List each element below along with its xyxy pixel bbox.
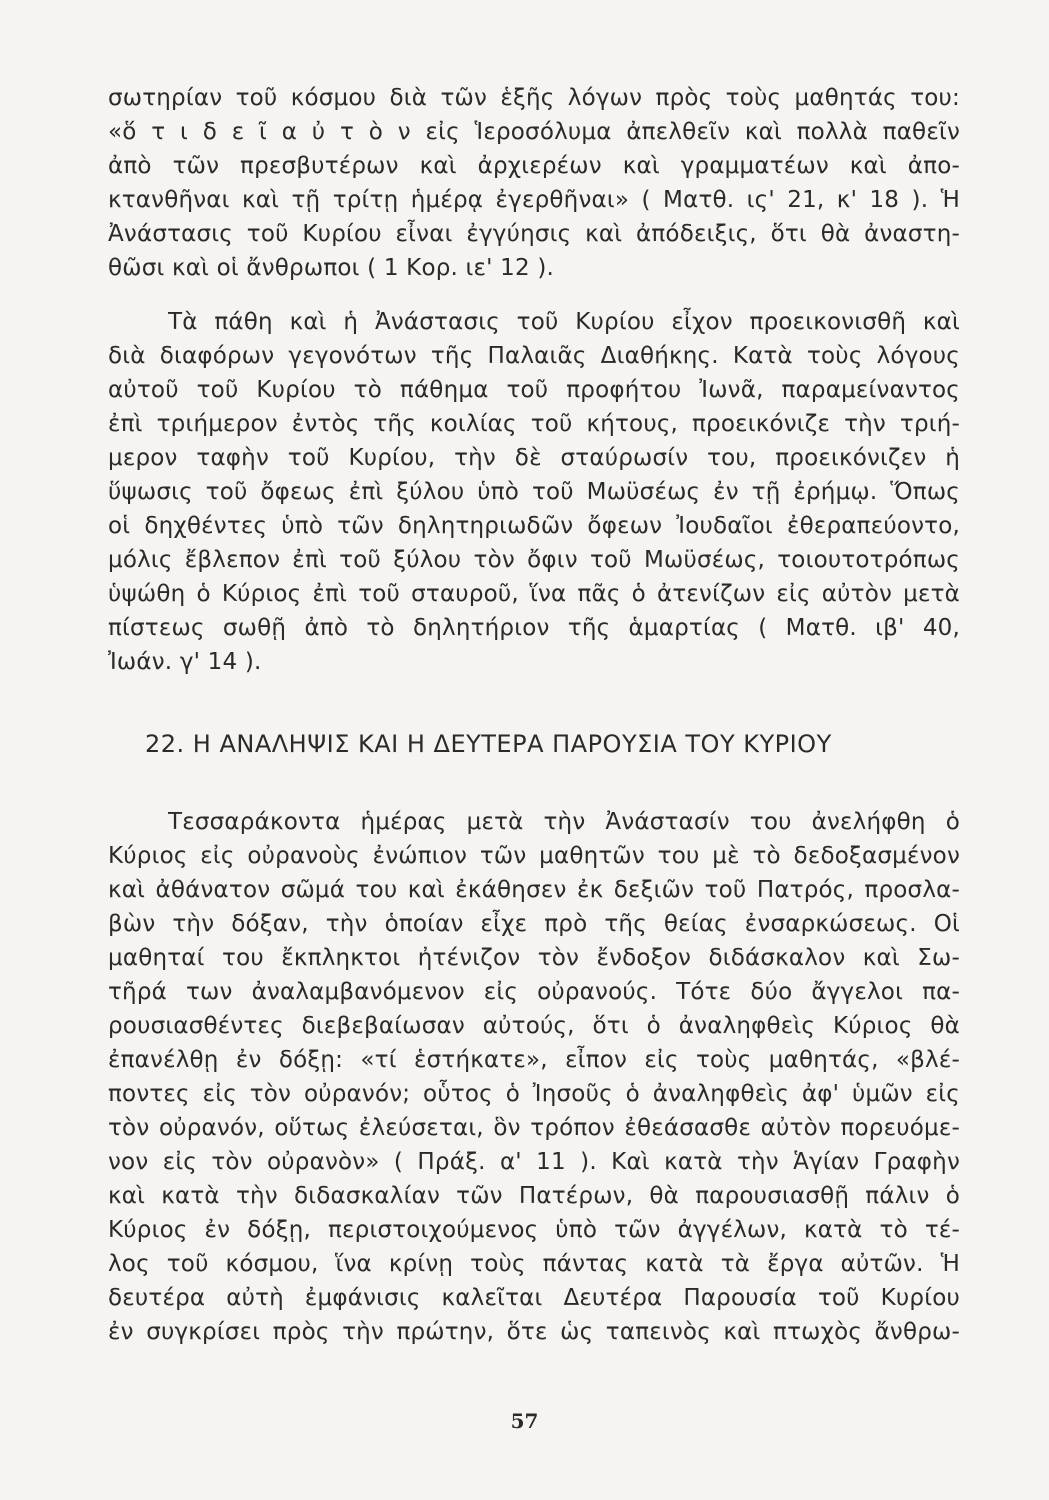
section-line-5: μαθηταί του ἔκπληκτοι ἠτένιζον τὸν ἔνδοξον διδάσκαλον καὶ Σω- bbox=[108, 945, 960, 971]
body-line-3: ἀπὸ τῶν πρεσβυτέρων καὶ ἀρχιερέων καὶ γραμματέων καὶ ἀπο- bbox=[108, 153, 960, 179]
page-number: 57 bbox=[510, 1409, 539, 1433]
section-line-10: τὸν οὐρανόν, οὕτως ἐλεύσεται, ὃν τρόπον ἐθεάσασθε αὐτὸν πορευόμε- bbox=[108, 1115, 960, 1141]
body-line-15: ὑψώθη ὁ Κύριος ἐπὶ τοῦ σταυροῦ, ἵνα πᾶς ὁ ἀτενίζων εἰς αὐτὸν μετὰ bbox=[108, 581, 960, 607]
body-line-1: σωτηρίαν τοῦ κόσμου διὰ τῶν ἑξῆς λόγων πρὸς τοὺς μαθητάς του: bbox=[108, 85, 960, 111]
body-line-13: οἱ δηχθέντες ὑπὸ τῶν δηλητηριωδῶν ὄφεων Ἰουδαῖοι ἐθεραπεύοντο, bbox=[108, 513, 960, 539]
section-line-11: νον εἰς τὸν οὐρανὸν» ( Πράξ. α' 11 ). Καὶ κατὰ τὴν Ἁγίαν Γραφὴν bbox=[108, 1149, 960, 1175]
body-line-14: μόλις ἔβλεπον ἐπὶ τοῦ ξύλου τὸν ὄφιν τοῦ Μωϋσέως, τοιουτοτρόπως bbox=[108, 547, 960, 573]
section-line-14: λος τοῦ κόσμου, ἵνα κρίνῃ τοὺς πάντας κατὰ τὰ ἔργα αὐτῶν. Ἡ bbox=[108, 1251, 960, 1277]
body-line-6: θῶσι καὶ οἱ ἄνθρωποι ( 1 Κορ. ιε' 12 ). bbox=[108, 255, 555, 281]
body-line-17: Ἰωάν. γ' 14 ). bbox=[108, 649, 262, 675]
section-line-16: ἐν συγκρίσει πρὸς τὴν πρώτην, ὅτε ὡς ταπεινὸς καὶ πτωχὸς ἄνθρω- bbox=[108, 1319, 960, 1345]
body-line-12: ὕψωσις τοῦ ὄφεως ἐπὶ ξύλου ὑπὸ τοῦ Μωϋσέως ἐν τῇ ἐρήμῳ. Ὅπως bbox=[108, 479, 960, 505]
section-line-7: ρουσιασθέντες διεβεβαίωσαν αὐτούς, ὅτι ὁ ἀναληφθεὶς Κύριος θὰ bbox=[108, 1013, 960, 1039]
body-line-11: μερον ταφὴν τοῦ Κυρίου, τὴν δὲ σταύρωσίν του, προεικόνιζεν ἡ bbox=[108, 445, 960, 471]
section-line-15: δευτέρα αὐτὴ ἐμφάνισις καλεῖται Δευτέρα Παρουσία τοῦ Κυρίου bbox=[108, 1285, 960, 1311]
section-line-2: Κύριος εἰς οὐρανοὺς ἐνώπιον τῶν μαθητῶν του μὲ τὸ δεδοξασμένον bbox=[108, 843, 960, 869]
section-line-9: ποντες εἰς τὸν οὐρανόν; οὗτος ὁ Ἰησοῦς ὁ ἀναληφθεὶς ἀφ' ὑμῶν εἰς bbox=[108, 1081, 960, 1107]
section-line-4: βὼν τὴν δόξαν, τὴν ὁποίαν εἶχε πρὸ τῆς θείας ἐνσαρκώσεως. Οἱ bbox=[108, 911, 960, 937]
section-line-3: καὶ ἀθάνατον σῶμά του καὶ ἐκάθησεν ἐκ δεξιῶν τοῦ Πατρός, προσλα- bbox=[108, 877, 960, 903]
body-line-4: κτανθῆναι καὶ τῇ τρίτῃ ἡμέρᾳ ἐγερθῆναι» ( Ματθ. ις' 21, κ' 18 ). Ἡ bbox=[108, 187, 960, 213]
section-line-8: ἐπανέλθῃ ἐν δόξῃ: «τί ἑστήκατε», εἶπον εἰς τοὺς μαθητάς, «βλέ- bbox=[108, 1047, 960, 1073]
body-line-16: πίστεως σωθῇ ἀπὸ τὸ δηλητήριον τῆς ἁμαρτίας ( Ματθ. ιβ' 40, bbox=[108, 615, 960, 641]
body-line-2: «ὅ τ ι δ ε ῖ α ὐ τ ὸ ν εἰς Ἱεροσόλυμα ἀπελθεῖν καὶ πολλὰ παθεῖν bbox=[108, 119, 960, 145]
section-line-1: Τεσσαράκοντα ἡμέρας μετὰ τὴν Ἀνάστασίν του ἀνελήφθη ὁ bbox=[168, 809, 960, 835]
section-line-12: καὶ κατὰ τὴν διδασκαλίαν τῶν Πατέρων, θὰ παρουσιασθῇ πάλιν ὁ bbox=[108, 1183, 960, 1209]
section-heading: 22. Η ΑΝΑΛΗΨΙΣ ΚΑΙ Η ΔΕΥΤΕΡΑ ΠΑΡΟΥΣΙΑ ΤΟΥ ΚΥΡΙΟΥ bbox=[145, 730, 832, 758]
body-line-5: Ἀνάστασις τοῦ Κυρίου εἶναι ἐγγύησις καὶ ἀπόδειξις, ὅτι θὰ ἀναστη- bbox=[108, 221, 960, 247]
section-line-6: τῆρά των ἀναλαμβανόμενον εἰς οὐρανούς. Τότε δύο ἄγγελοι πα- bbox=[108, 979, 960, 1005]
body-line-9: αὐτοῦ τοῦ Κυρίου τὸ πάθημα τοῦ προφήτου Ἰωνᾶ, παραμείναντος bbox=[108, 377, 960, 403]
body-line-10: ἐπὶ τριήμερον ἐντὸς τῆς κοιλίας τοῦ κήτους, προεικόνιζε τὴν τριή- bbox=[108, 411, 960, 437]
body-line-8: διὰ διαφόρων γεγονότων τῆς Παλαιᾶς Διαθήκης. Κατὰ τοὺς λόγους bbox=[108, 343, 960, 369]
body-line-7: Τὰ πάθη καὶ ἡ Ἀνάστασις τοῦ Κυρίου εἶχον προεικονισθῆ καὶ bbox=[168, 309, 960, 335]
section-line-13: Κύριος ἐν δόξῃ, περιστοιχούμενος ὑπὸ τῶν ἀγγέλων, κατὰ τὸ τέ- bbox=[108, 1217, 960, 1243]
